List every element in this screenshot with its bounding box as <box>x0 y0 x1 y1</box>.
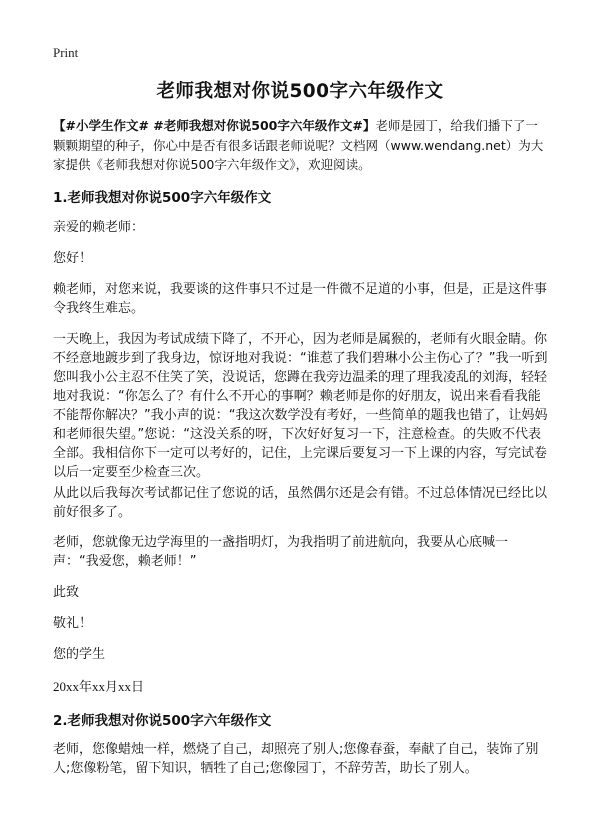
section-2-paragraph-1: 老师，您像蜡烛一样，燃烧了自己，却照亮了别人;您像春蚕，奉献了自己，装饰了别人;您像粉笔，留下知识，牺牲了自己;您像园丁，不辞劳苦，助长了别人。 <box>53 742 539 776</box>
body-paragraph-3: 从此以后我每次考试都记住了您说的话，虽然偶尔还是会有错。不过总体情况已经比以前好很多了。 <box>53 486 548 520</box>
body-paragraph-1: 赖老师，对您来说，我要谈的这件事只不过是一件微不足道的小事，但是，正是这件事令我终生难忘。 <box>53 282 548 316</box>
body-paragraph-2: 一天晚上，我因为考试成绩下降了，不开心，因为老师是属猴的，老师有火眼金睛。你不经意地踱步到了我身边，惊讶地对我说：“谁惹了我们碧琳小公主伤心了？”我一听到您叫我小公主忍不住笑了笑，没说话，您蹲在我旁边温柔的理了理我凌乱的刘海，轻轻地对我说：“你怎么了？有什么不开心的事啊？赖老师是你的好朋友，说出来看看我能不能帮你解决？”我小声的说：“我这次数学没有考好，一些简单的题我也错了，让妈妈和老师很失望。”您说：“这没关系的呀，下次好好复习一下，注意检查。的失败不代表全部。我相信你下一定可以考好的，记住，上完课后要复习一下上课的内容，写完试卷以后一定要至少检查三次。 <box>53 332 548 480</box>
closing-jingli: 敬礼！ <box>53 616 93 631</box>
body-paragraph-4: 老师，您就像无边学海里的一盏指明灯，为我指明了前进航向，我要从心底喊一声：“我爱您，赖老师！” <box>53 535 509 569</box>
salutation: 亲爱的赖老师： <box>53 220 145 235</box>
intro-text: 老师是园丁，给我们播下了一颗颗期望的种子，你心中是否有很多话跟老师说呢？文档网（www.wendang.net）为大家提供《老师我想对你说500字六年级作文》，欢迎阅读。 <box>53 118 544 172</box>
section-heading-2: 2.老师我想对你说500字六年级作文 <box>53 713 272 729</box>
print-label[interactable]: Print <box>53 45 79 60</box>
signature: 您的学生 <box>53 647 106 662</box>
section-heading-1: 1.老师我想对你说500字六年级作文 <box>53 190 272 206</box>
intro-paragraph <box>53 116 550 175</box>
date-line: 20xx年xx月xx日 <box>53 679 145 694</box>
greeting: 您好！ <box>53 251 93 266</box>
page-title: 老师我想对你说500字六年级作文 <box>156 81 444 102</box>
closing-cizhi: 此致 <box>53 585 80 600</box>
intro-tags: 【#小学生作文# #老师我想对你说500字六年级作文#】 <box>53 118 376 133</box>
